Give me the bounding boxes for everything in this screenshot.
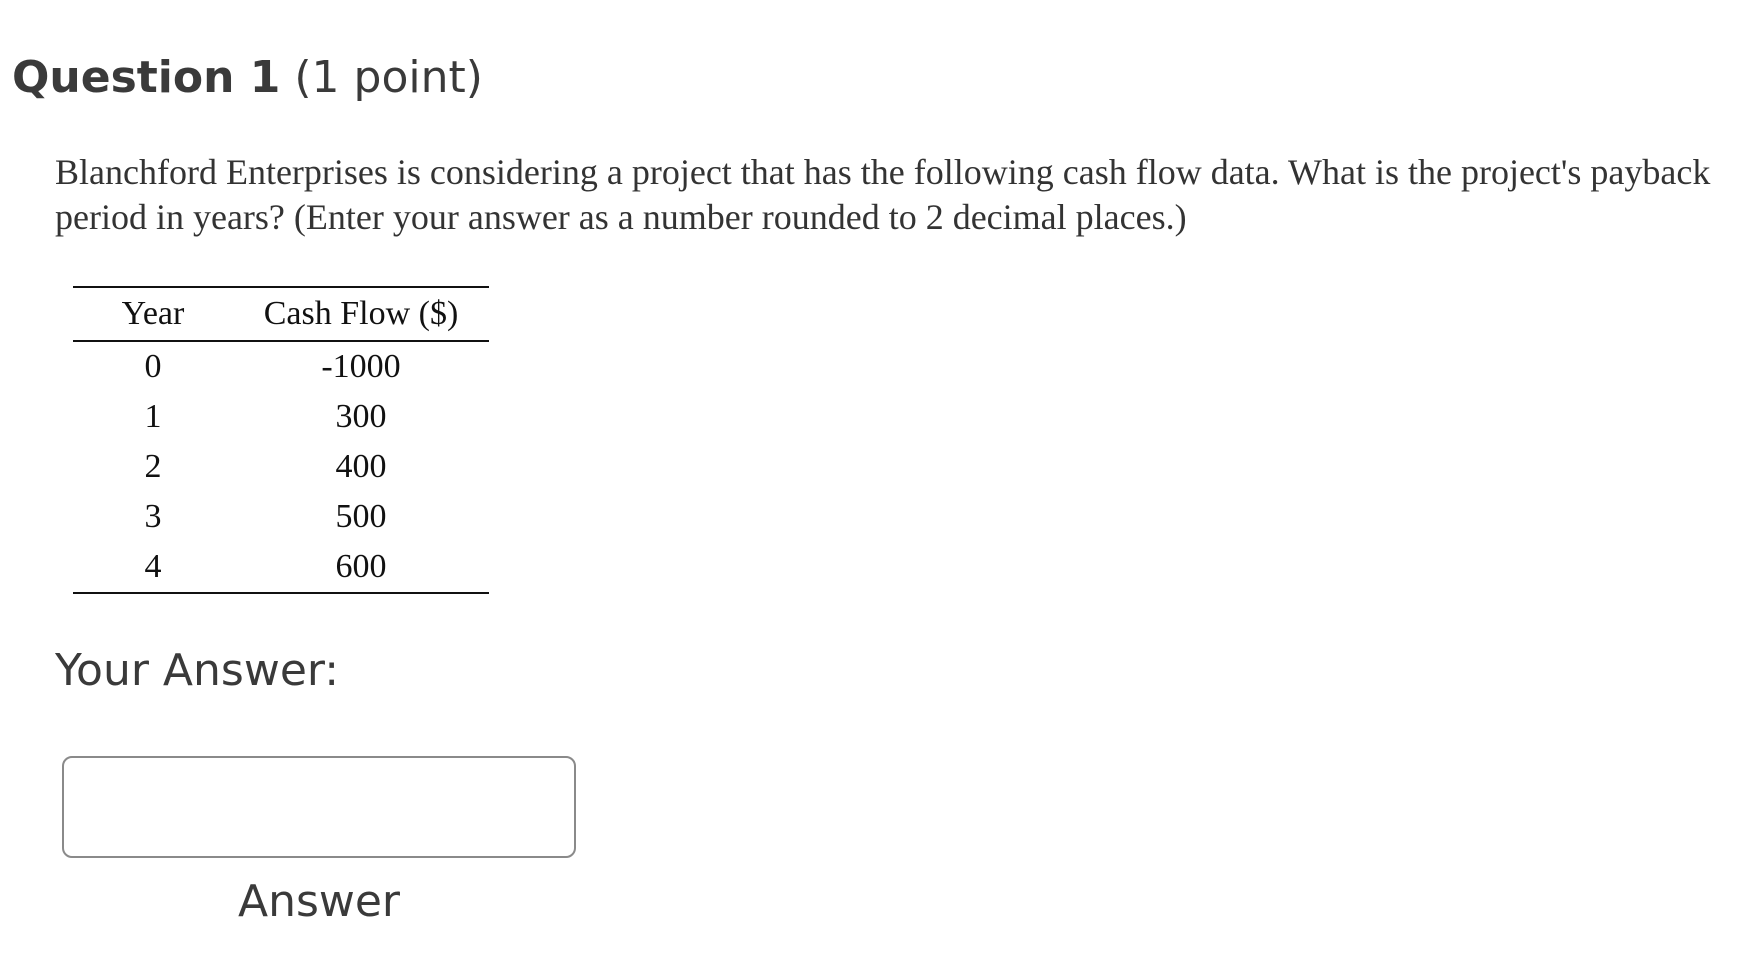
- table-row: [73, 492, 489, 542]
- question-text: Blanchford Enterprises is considering a project that has the following cash flow data. What is the project's payback period in years? (Enter your answer as a number rounded to 2 decimal places.): [55, 152, 1711, 237]
- table-row: [73, 442, 489, 492]
- year-cell: 2: [144, 448, 162, 485]
- year-cell: 4: [144, 548, 162, 585]
- column-header-year: Year: [73, 287, 233, 341]
- answer-field-caption: Answer: [237, 876, 401, 927]
- year-cell: 3: [144, 498, 162, 535]
- question-title: [12, 52, 483, 105]
- question-number: Question 1: [12, 52, 281, 103]
- year-cell: 1: [144, 398, 162, 435]
- question-points: (1 point): [294, 52, 483, 103]
- year-cell: 0: [144, 348, 162, 385]
- cash-flow-cell: 500: [335, 498, 387, 535]
- table-header-row: [73, 287, 489, 341]
- cash-flow-cell: -1000: [321, 348, 401, 385]
- answer-input[interactable]: [62, 756, 576, 858]
- cash-flow-table: [73, 286, 489, 594]
- table-row: [73, 341, 489, 392]
- table-row: [73, 392, 489, 442]
- cash-flow-cell: 600: [335, 548, 387, 585]
- your-answer-label: Your Answer:: [55, 645, 340, 696]
- column-header-cash-flow: Cash Flow ($): [233, 287, 489, 341]
- cash-flow-cell: 300: [335, 398, 387, 435]
- table-row: [73, 542, 489, 593]
- cash-flow-cell: 400: [335, 448, 387, 485]
